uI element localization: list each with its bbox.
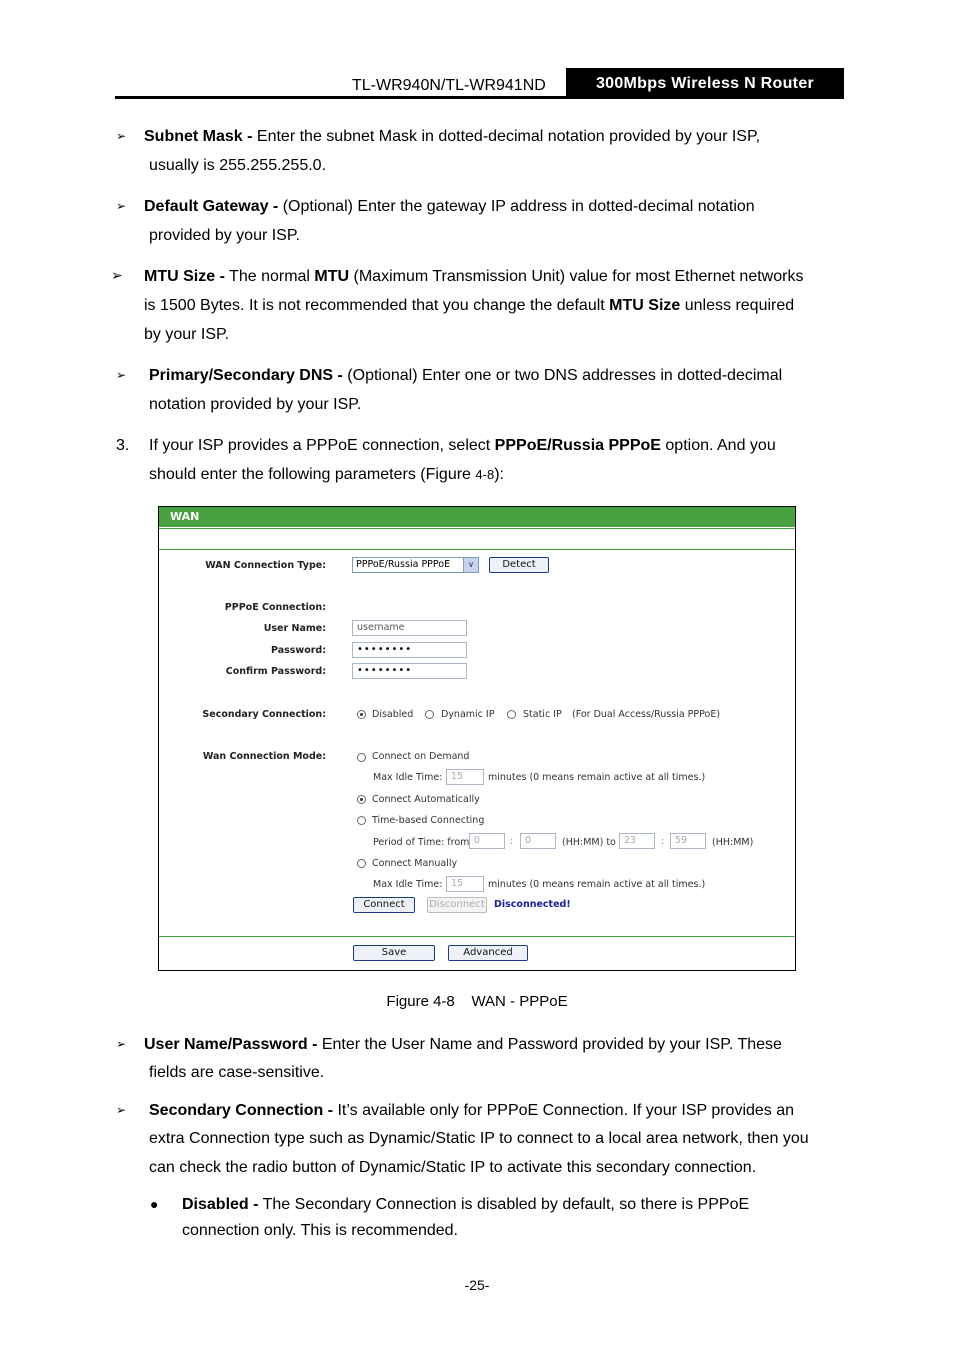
step3-line1: If your ISP provides a PPPoE connection, select PPPoE/Russia PPPoE option. And you [149,437,776,454]
period-from-minute-input[interactable]: 0 [520,833,556,849]
password-label: Password: [270,645,326,656]
username-password-line2: fields are case-sensitive. [149,1064,325,1081]
step3-line2: should enter the following parameters (Figure 4-8): [149,466,504,483]
arrow-bullet-icon: ➢ [116,199,127,213]
secondary-dynamic-radio[interactable] [425,710,434,719]
connect-on-demand-radio[interactable] [357,753,366,762]
connect-automatically-text: Connect Automatically [372,794,480,805]
disabled-line2: connection only. This is recommended. [182,1222,458,1239]
wan-connection-mode-label: Wan Connection Mode: [202,751,326,762]
default-gateway-line2: provided by your ISP. [149,227,300,244]
secondary-static-radio[interactable] [507,710,516,719]
wan-settings-figure [158,506,796,971]
max-idle-label: Max Idle Time: [373,772,443,783]
max-idle-input[interactable]: 15 [446,769,484,785]
header-model: TL-WR940N/TL-WR941ND [352,77,546,94]
period-label: Period of Time: from [373,837,470,848]
subnet-mask-item: Subnet Mask - Enter the subnet Mask in dotted-decimal notation provided by your ISP, [144,128,761,145]
divider [159,936,795,937]
header-product: 300Mbps Wireless N Router [566,68,844,99]
max-idle-note-2: minutes (0 means remain active at all times.) [488,879,706,890]
secondary-note: (For Dual Access/Russia PPPoE) [572,709,721,720]
subnet-mask-line2: usually is 255.255.255.0. [149,157,327,174]
divider [159,528,795,529]
pppoe-connection-label: PPPoE Connection: [224,602,326,613]
connect-manually-radio[interactable] [357,859,366,868]
save-button[interactable]: Save [353,945,435,961]
username-label: User Name: [263,623,326,634]
mtu-item-line3: by your ISP. [144,326,230,343]
period-from-hour-input[interactable]: 0 [469,833,505,849]
colon-separator: : [510,836,514,847]
secondary-static-text: Static IP [523,709,562,720]
secondary-dynamic-text: Dynamic IP [441,709,495,720]
hhmm-text: (HH:MM) [712,837,754,848]
period-to-hour-input[interactable]: 23 [619,833,655,849]
mtu-item-line1: MTU Size - The normal MTU (Maximum Transmission Unit) value for most Ethernet networks [144,268,804,285]
divider [159,549,795,550]
secondary-line2: extra Connection type such as Dynamic/Static IP to connect to a local area network, then you [149,1130,809,1147]
dns-line2: notation provided by your ISP. [149,396,362,413]
arrow-bullet-icon: ➢ [116,368,127,382]
confirm-password-label: Confirm Password: [225,666,326,677]
detect-button[interactable]: Detect [489,557,549,573]
disabled-item: Disabled - The Secondary Connection is disabled by default, so there is PPPoE [182,1196,750,1213]
username-input[interactable]: username [352,620,467,636]
dns-item: Primary/Secondary DNS - (Optional) Enter one or two DNS addresses in dotted-decimal [149,367,783,384]
mtu-item-line2: is 1500 Bytes. It is not recommended that you change the default MTU Size unless required [144,297,795,314]
time-based-radio[interactable] [357,816,366,825]
arrow-bullet-icon: ➢ [111,267,123,283]
dot-bullet-icon: ● [150,1196,159,1212]
term: Subnet Mask - [144,128,253,145]
password-input[interactable]: •••••••• [352,642,467,658]
figure-caption: Figure 4-8 WAN - PPPoE [386,993,568,1010]
secondary-connection-item: Secondary Connection - It’s available only for PPPoE Connection. If your ISP provides an [149,1102,795,1119]
max-idle-note: minutes (0 means remain active at all times.) [488,772,706,783]
arrow-bullet-icon: ➢ [116,1103,127,1117]
hhmm-to-text: (HH:MM) to [562,837,616,848]
time-based-text: Time-based Connecting [372,815,485,826]
header-rule [115,96,844,99]
secondary-connection-label: Secondary Connection: [202,709,326,720]
connection-status: Disconnected! [494,899,571,910]
figure-ref: 4-8 [475,467,495,482]
arrow-bullet-icon: ➢ [116,129,127,143]
default-gateway-item: Default Gateway - (Optional) Enter the gateway IP address in dotted-decimal notation [144,198,755,215]
page-number: -25- [464,1277,490,1293]
connect-automatically-radio[interactable] [357,795,366,804]
max-idle-label-2: Max Idle Time: [373,879,443,890]
connect-button[interactable]: Connect [353,897,415,913]
connect-manually-text: Connect Manually [372,858,458,869]
secondary-disabled-radio[interactable] [357,710,366,719]
step-number: 3. [116,437,130,454]
secondary-disabled-text: Disabled [372,709,414,720]
username-password-item: User Name/Password - Enter the User Name and Password provided by your ISP. These [144,1036,782,1053]
confirm-password-input[interactable]: •••••••• [352,663,467,679]
connect-on-demand-text: Connect on Demand [372,751,470,762]
advanced-button[interactable]: Advanced [448,945,528,961]
colon-separator: : [661,836,665,847]
wan-connection-type-select[interactable]: PPPoE/Russia PPPoE ∨ [352,557,479,573]
max-idle-input-2[interactable]: 15 [446,876,484,892]
panel-title: WAN [159,507,795,527]
period-to-minute-input[interactable]: 59 [670,833,706,849]
secondary-line3: can check the radio button of Dynamic/Static IP to activate this secondary connection. [149,1159,757,1176]
chevron-down-icon: ∨ [463,558,478,572]
wan-connection-type-label: WAN Connection Type: [205,560,326,571]
disconnect-button[interactable]: Disconnect [427,897,487,913]
arrow-bullet-icon: ➢ [116,1037,127,1051]
